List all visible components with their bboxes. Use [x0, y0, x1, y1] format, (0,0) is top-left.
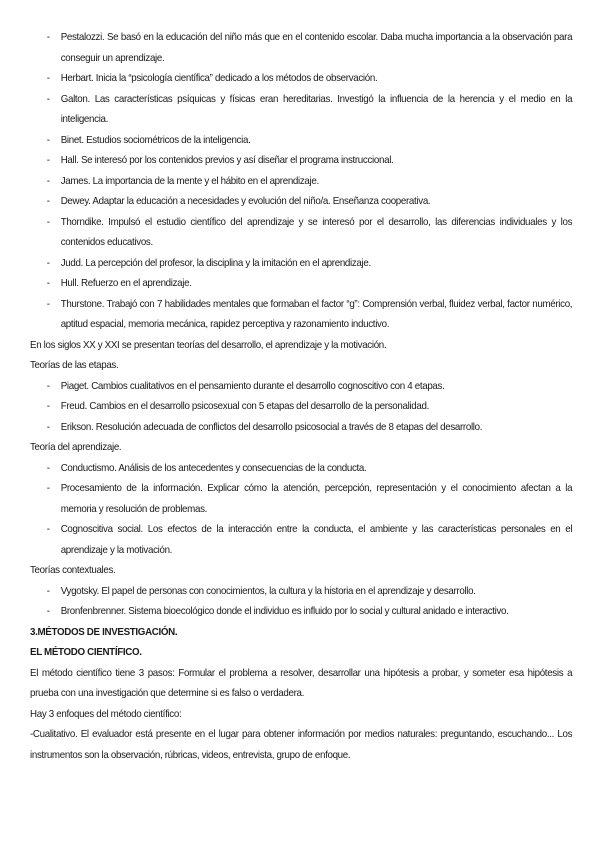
list-item: - Conductismo. Análisis de los antecedentes y consecuencias de la conducta. [30, 458, 572, 479]
list-item: - Erikson. Resolución adecuada de conflictos del desarrollo psicosocial a través de 8 etapas del desarrollo. [30, 417, 572, 438]
aprendizaje-list [30, 458, 572, 561]
section-heading: 3.MÉTODOS DE INVESTIGACIÓN. [30, 625, 178, 638]
metodo-paragraph: El método científico tiene 3 pasos: Formular el problema a resolver, desarrollar una hipótesis a probar, y someter esa hipótesis a prueba con una investigación que determine si es falso o verdadera. [30, 666, 573, 699]
list-item: - Freud. Cambios en el desarrollo psicosexual con 5 etapas del desarrollo de la personalidad. [30, 396, 572, 417]
list-item: - Piaget. Cambios cualitativos en el pensamiento durante el desarrollo cognoscitivo con 4 etapas. [30, 376, 572, 397]
list-item: - Dewey. Adaptar la educación a necesidades y evolución del niño/a. Enseñanza cooperativa. [30, 191, 572, 212]
subsection-heading: EL MÉTODO CIENTÍFICO. [30, 646, 142, 658]
list-item: - Cognoscitiva social. Los efectos de la interacción entre la conducta, el ambiente y las características personales en el aprendizaje y la motivación. [30, 519, 572, 560]
list-item: - Vygotsky. El papel de personas con conocimientos, la cultura y la historia en el aprendizaje y desarrollo. [30, 581, 572, 602]
list-item: - Procesamiento de la información. Explicar cómo la atención, percepción, representación y el conocimiento afectan a la memoria y resolución de problemas. [30, 478, 572, 519]
intro-paragraph: En los siglos XX y XXI se presentan teorías del desarrollo, el aprendizaje y la motivación. [30, 338, 387, 351]
enfoques-paragraph: Hay 3 enfoques del método científico: [30, 707, 182, 720]
pioneers-list [30, 27, 572, 335]
list-item: - Thorndike. Impulsó el estudio científico del aprendizaje y se interesó por el desarrollo, las diferencias individuales y los contenidos educativos. [30, 212, 572, 253]
etapas-list [30, 376, 572, 438]
contextuales-list [30, 581, 572, 622]
list-item: - Thurstone. Trabajó con 7 habilidades mentales que formaban el factor “g”: Comprensión verbal, fluidez verbal, factor numérico, aptitud espacial, memoria mecánica, rapidez perceptiva y razonamiento inductivo. [30, 294, 572, 335]
etapas-title: Teorías de las etapas. [30, 359, 119, 371]
list-item: - Bronfenbrenner. Sistema bioecológico donde el individuo es influido por lo social y cultural anidado e interactivo. [30, 601, 572, 622]
cualitativo-paragraph: -Cualitativo. El evaluador está presente en el lugar para obtener información por medios naturales: preguntando, escuchando... Los instrumentos son la observación, rúbricas, videos, entrevista, grupo de enfoque. [30, 728, 573, 761]
document-page [30, 27, 572, 765]
list-item: - Binet. Estudios sociométricos de la inteligencia. [30, 130, 572, 151]
list-item: - Pestalozzi. Se basó en la educación del niño más que en el contenido escolar. Daba mucha importancia a la observación para conseguir un aprendizaje. [30, 27, 572, 68]
list-item: - James. La importancia de la mente y el hábito en el aprendizaje. [30, 171, 572, 192]
contextuales-title: Teorías contextuales. [30, 564, 116, 576]
aprendizaje-title: Teoría del aprendizaje. [30, 441, 122, 453]
list-item: - Herbart. Inicia la “psicología científica” dedicado a los métodos de observación. [30, 68, 572, 89]
list-item: - Hall. Se interesó por los contenidos previos y así diseñar el programa instruccional. [30, 150, 572, 171]
list-item: - Judd. La percepción del profesor, la disciplina y la imitación en el aprendizaje. [30, 253, 572, 274]
list-item: - Hull. Refuerzo en el aprendizaje. [30, 273, 572, 294]
list-item: - Galton. Las características psíquicas y físicas eran hereditarias. Investigó la influencia de la herencia y el medio en la inteligencia. [30, 89, 572, 130]
